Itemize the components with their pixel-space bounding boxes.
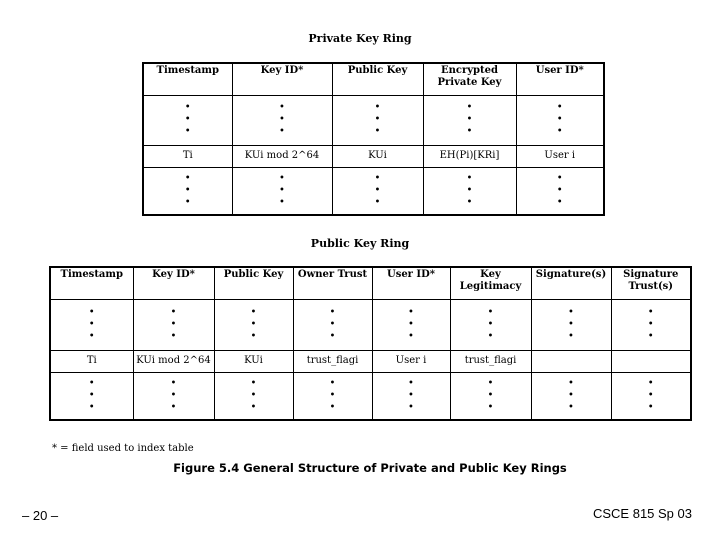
cell-owner-trust: trust_flagi <box>293 350 372 372</box>
private-key-ring-table <box>142 62 605 216</box>
table-row: • • • • • • • • • • • • • • • • • • • • • • • • <box>50 372 691 420</box>
course-label: CSCE 815 Sp 03 <box>592 506 692 521</box>
cell-key-id: KUi mod 2^64 <box>133 350 214 372</box>
header-user-id: User ID* <box>372 267 450 299</box>
cell-timestamp: Ti <box>50 350 133 372</box>
cell-public-key: KUi <box>214 350 293 372</box>
cell-key-legitimacy: trust_flagi <box>450 350 531 372</box>
cell-encrypted-private-key: EH(Pi)[KRi] <box>423 145 516 167</box>
header-timestamp: Timestamp <box>143 63 232 95</box>
public-key-ring-table <box>49 266 692 421</box>
header-signatures: Signature(s) <box>531 267 611 299</box>
header-public-key: Public Key <box>332 63 423 95</box>
cell-timestamp: Ti <box>143 145 232 167</box>
public-key-ring-title: Public Key Ring <box>310 237 410 250</box>
header-user-id: User ID* <box>516 63 604 95</box>
header-key-id: Key ID* <box>133 267 214 299</box>
header-signature-trust: Signature Trust(s) <box>611 267 691 299</box>
header-public-key: Public Key <box>214 267 293 299</box>
header-owner-trust: Owner Trust <box>293 267 372 299</box>
cell-key-id: KUi mod 2^64 <box>232 145 332 167</box>
private-key-ring-title: Private Key Ring <box>308 32 412 45</box>
figure-caption: Figure 5.4 General Structure of Private and Public Key Rings <box>173 461 567 475</box>
cell-signature-trust <box>611 350 691 372</box>
table-row: • • • • • • • • • • • • • • • <box>143 95 604 145</box>
table-row <box>50 350 691 372</box>
cell-user-id: User i <box>372 350 450 372</box>
cell-public-key: KUi <box>332 145 423 167</box>
page-number: – 20 – <box>22 508 59 523</box>
header-encrypted-private-key: Encrypted Private Key <box>423 63 516 95</box>
footnote: * = field used to index table <box>52 443 194 454</box>
header-key-id: Key ID* <box>232 63 332 95</box>
header-timestamp: Timestamp <box>50 267 133 299</box>
cell-user-id: User i <box>516 145 604 167</box>
header-key-legitimacy: Key Legitimacy <box>450 267 531 299</box>
table-row <box>143 145 604 167</box>
table-row: • • • • • • • • • • • • • • • <box>143 167 604 215</box>
table-row: • • • • • • • • • • • • • • • • • • • • • • • • <box>50 299 691 350</box>
cell-signatures <box>531 350 611 372</box>
